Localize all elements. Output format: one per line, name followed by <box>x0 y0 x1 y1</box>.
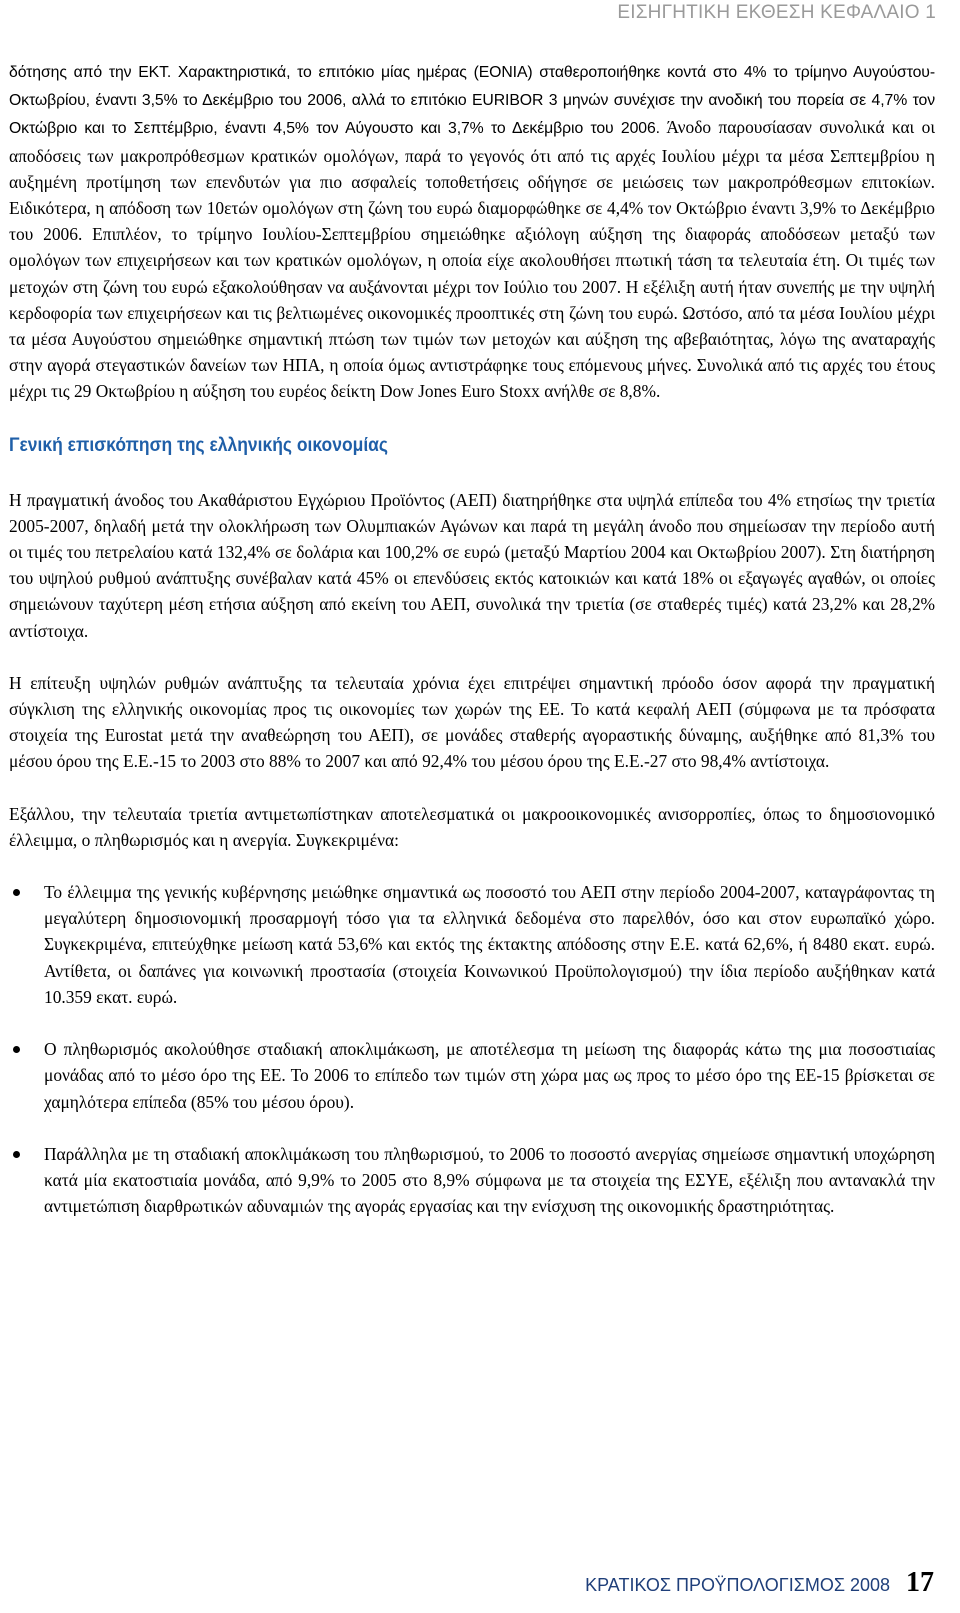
bullet-icon <box>13 1151 20 1158</box>
paragraph-ecb-rates-part1: δότησης από την ΕΚΤ. Χαρακτηριστικά, το επιτόκιο μίας ημέρας (EONIA) σταθεροποιήθηκε κοντά στο 4% το τρίμηνο Αυγούστου-Οκτωβρίου, έναντι 3,5% το Δεκέμβριο του 2006, αλλά το επιτόκιο EURIBOR 3 μηνών συνέχισε την ανοδική του πορεία σε 4,7% τον Οκτώβριο και το Σεπτέμβριο, έναντι 4,5% τον Αύγουστο και 3,7% το Δεκέμβριο του 2006. <box>9 64 935 138</box>
list-item-text: Το έλλειμμα της γενικής κυβέρνησης μειώθηκε σημαντικά ως ποσοστό του ΑΕΠ στην περίοδο 2004-2007, καταγράφοντας τη μεγαλύτερη δημοσιονομική προσαρμογή τόσο για τα ελληνικά δεδομένα στο παρελθόν, όσο και στον ευρωπαϊκό χώρο. Συγκεκριμένα, επιτεύχθηκε μείωση κατά 53,6% και εκτός της έκτακτης απόδοσης στην Ε.Ε. κατά 62,6%, ή 8480 εκατ. ευρώ. Αντίθετα, οι δαπάνες για κοινωνική προστασία (στοιχεία Κοινωνικού Προϋπολογισμού) την ίδια περίοδο αυξήθηκαν κατά 10.359 εκατ. ευρώ. <box>44 882 935 1007</box>
paragraph-ecb-rates <box>9 58 935 405</box>
list-item <box>44 879 935 1010</box>
footer-title: ΚΡΑΤΙΚΟΣ ΠΡΟΫΠΟΛΟΓΙΣΜΟΣ 2008 <box>585 1575 890 1595</box>
section-heading: Γενική επισκόπηση της ελληνικής οικονομίας <box>9 434 389 456</box>
paragraph-imbalances: Εξάλλου, την τελευταία τριετία αντιμετωπίστηκαν αποτελεσματικά οι μακροοικονομικές ανισορροπίες, όπως το δημοσιονομικό έλλειμμα, ο πληθωρισμός και η ανεργία. Συγκεκριμένα: <box>9 803 935 850</box>
bullet-icon <box>13 889 20 896</box>
bullet-icon <box>13 1046 20 1053</box>
page-footer <box>585 1567 934 1599</box>
running-header: ΕΙΣΗΓΗΤΙΚΗ ΕΚΘΕΣΗ ΚΕΦΑΛΑΙΟ 1 <box>617 2 936 23</box>
list-item <box>44 1141 935 1220</box>
paragraph-ecb-rates-part2: Άνοδο παρουσίασαν συνολικά και οι αποδόσεις των μακροπρόθεσμων κρατικών ομολόγων, παρά το γεγονός ότι από τις αρχές Ιουλίου μέχρι τα μέσα Σεπτεμβρίου η αυξημένη προτίμηση των επενδυτών για πιο ασφαλείς τοποθετήσεις οδήγησε σε μειώσεις των μακροπρόθεσμων επιτοκίων. Ειδικότερα, η απόδοση των 10ετών ομολόγων στη ζώνη του ευρώ διαμορφώθηκε σε 4,4% τον Οκτώβριο έναντι 3,9% το Δεκέμβριο του 2006. Επιπλέον, το τρίμηνο Ιουλίου-Σεπτεμβρίου σημειώθηκε αξιόλογη αύξηση της διαφοράς αποδόσεων μεταξύ των ομολόγων των επιχειρήσεων και των κρατικών ομολόγων, η οποία είχε ακολουθήσει πτωτική τάση τα τελευταία έτη. Οι τιμές των μετοχών στη ζώνη του ευρώ εξακολούθησαν να αυξάνονται μέχρι τον Ιούλιο του 2007. Η εξέλιξη αυτή ήταν συνεπής με την υψηλή κερδοφορία των επιχειρήσεων και τις βελτιωμένες οικονομικές προοπτικές στη ζώνη του ευρώ. Ωστόσο, από τα μέσα Ιουλίου μέχρι τα μέσα Αυγούστου σημειώθηκε σημαντική πτώση των τιμών των μετοχών και αύξηση της αβεβαιότητας, λόγω της αναταραχής στην αγορά στεγαστικών δανείων των ΗΠΑ, η οποία όμως αντιστράφηκε τους επόμενους μήνες. Συνολικά από τις αρχές του έτους μέχρι τις 29 Οκτωβρίου η αύξηση του ευρέος δείκτη Dow Jones Euro Stoxx ανήλθε σε 8,8%. <box>9 117 935 402</box>
paragraph-gdp-growth: Η πραγματική άνοδος του Ακαθάριστου Εγχώριου Προϊόντος (ΑΕΠ) διατηρήθηκε στα υψηλά επίπεδα του 4% ετησίως την τριετία 2005-2007, δηλαδή μετά την ολοκλήρωση των Ολυμπιακών Αγώνων και παρά τη μεγάλη άνοδο που σημείωσαν την περίοδο αυτή οι τιμές του πετρελαίου κατά 132,4% σε δολάρια και 100,2% σε ευρώ (μεταξύ Μαρτίου 2004 και Οκτωβρίου 2007). Στη διατήρηση του υψηλού ρυθμού ανάπτυξης συνέβαλαν κατά 45% οι επενδύσεις εκτός κατοικιών και κατά 18% οι εξαγωγές αγαθών, οι οποίες σημειώνουν ταχύτερη μέση ετήσια αύξηση από εκείνη του ΑΕΠ, συνολικά την τριετία (σε σταθερές τιμές) κατά 23,2% και 28,2% αντίστοιχα. <box>9 489 935 641</box>
paragraph-convergence: Η επίτευξη υψηλών ρυθμών ανάπτυξης τα τελευταία χρόνια έχει επιτρέψει σημαντική πρόοδο όσον αφορά την πραγματική σύγκλιση της ελληνικής οικονομίας προς τις οικονομίες των χωρών της ΕΕ. Το κατά κεφαλή ΑΕΠ (σύμφωνα με τα πρόσφατα στοιχεία της Eurostat μετά την αναθεώρηση του ΑΕΠ), σε μονάδες σταθερής αγοραστικής δύναμης, αυξήθηκε από 81,3% του μέσου όρου της Ε.Ε.-15 το 2003 στο 88% το 2007 και από 92,4% του μέσου όρου της Ε.Ε.-27 στο 98,4% αντίστοιχα. <box>9 672 935 772</box>
page-number: 17 <box>906 1567 934 1598</box>
list-item <box>44 1036 935 1115</box>
bullet-list <box>0 879 960 1219</box>
list-item-text: Παράλληλα με τη σταδιακή αποκλιμάκωση του πληθωρισμού, το 2006 το ποσοστό ανεργίας σημείωσε σημαντική υποχώρηση κατά μία εκατοστιαία μονάδα, από 9,9% το 2005 στο 8,9% σύμφωνα με τα στοιχεία της ΕΣΥΕ, εξέλιξη που αντανακλά την αντιμετώπιση διαρθρωτικών αδυναμιών της αγοράς εργασίας και την ενίσχυση της οικονομικής δραστηριότητας. <box>44 1143 935 1217</box>
page-content <box>0 58 960 1219</box>
list-item-text: Ο πληθωρισμός ακολούθησε σταδιακή αποκλιμάκωση, με αποτέλεσμα τη μείωση της διαφοράς κάτω της μια ποσοστιαίας μονάδας από το μέσο όρο της ΕΕ. Το 2006 το επίπεδο των τιμών στη χώρα μας ως προς το μέσο όρο της ΕΕ-15 βρίσκεται σε χαμηλότερα επίπεδα (85% του μέσου όρου). <box>44 1039 935 1112</box>
